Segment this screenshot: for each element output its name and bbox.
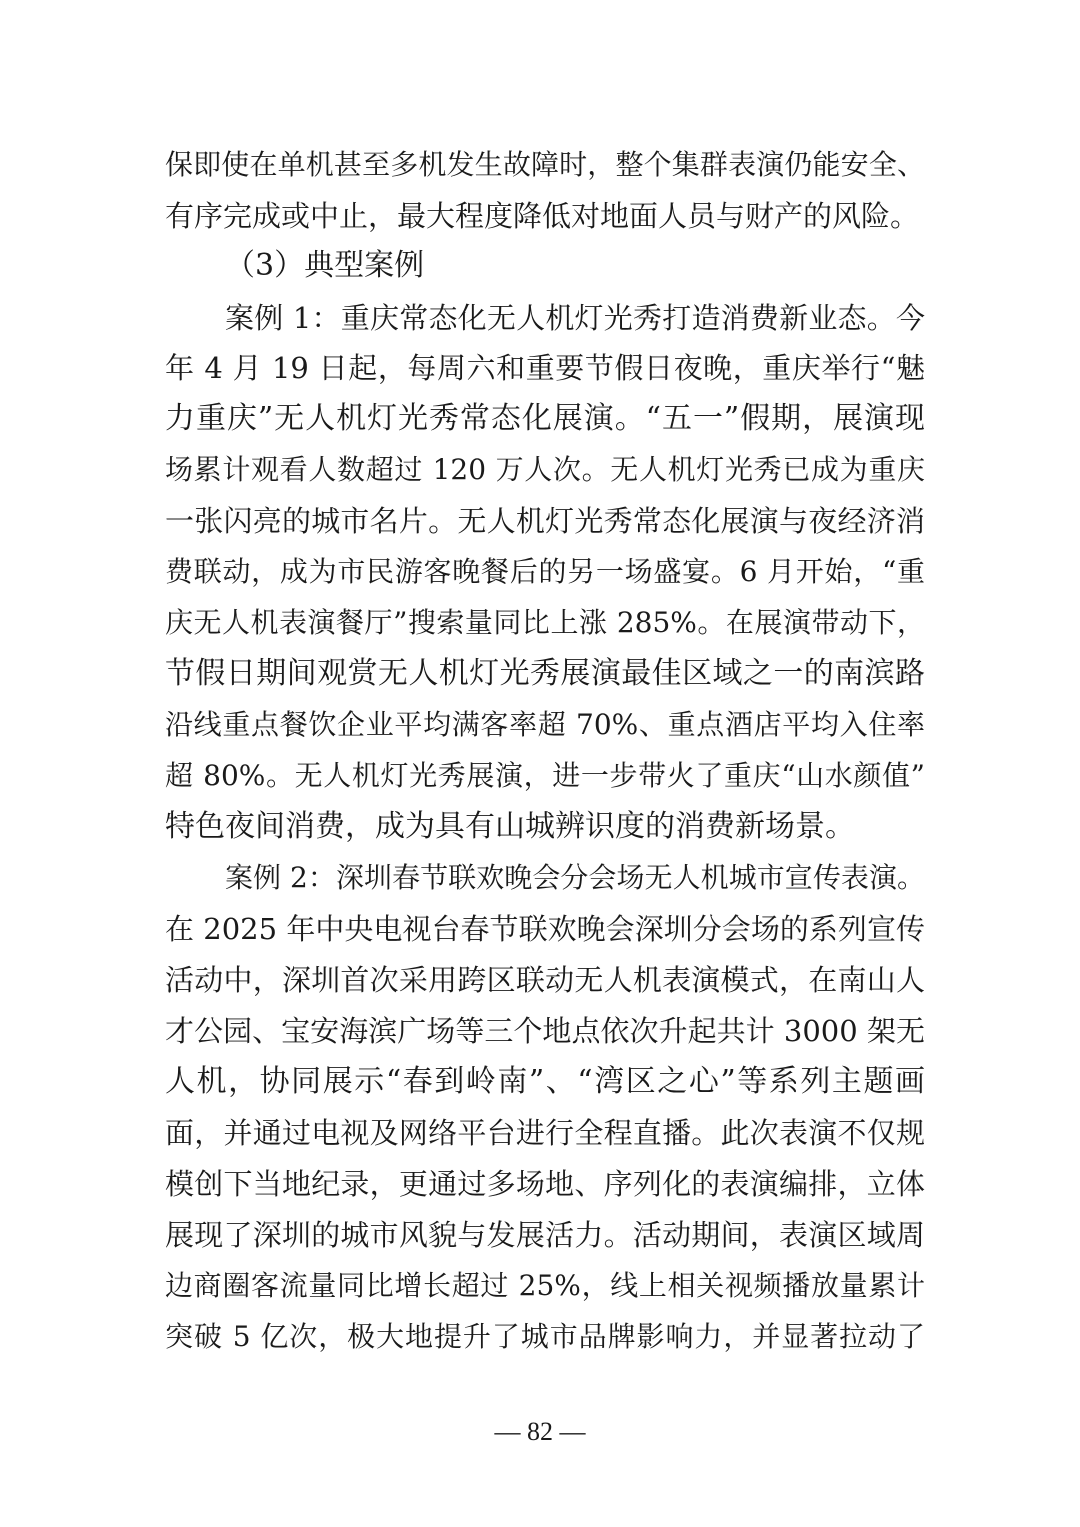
body-text-line: 才公园、宝安海滨广场等三个地点依次升起共计 3000 架无	[165, 1014, 925, 1048]
body-text-line: 面，并通过电视及网络平台进行全程直播。此次表演不仅规	[165, 1116, 925, 1150]
body-text-line: 有序完成或中止，最大程度降低对地面人员与财产的风险。	[165, 199, 920, 233]
body-text-line: 节假日期间观赏无人机灯光秀展演最佳区域之一的南滨路	[165, 656, 925, 691]
body-text-line: 费联动，成为市民游客晚餐后的另一场盛宴。6 月开始，“重	[165, 555, 925, 588]
body-text-line: 突破 5 亿次，极大地提升了城市品牌影响力，并显著拉动了	[165, 1320, 925, 1353]
body-text-line: 边商圈客流量同比增长超过 25%，线上相关视频播放量累计	[165, 1269, 925, 1302]
body-text-line: 年 4 月 19 日起，每周六和重要节假日夜晚，重庆举行“魅	[165, 351, 925, 385]
body-text-line: 活动中，深圳首次采用跨区联动无人机表演模式，在南山人	[165, 963, 925, 997]
body-text-line: 一张闪亮的城市名片。无人机灯光秀常态化展演与夜经济消	[165, 504, 925, 538]
body-text-line: 在 2025 年中央电视台春节联欢晚会深圳分会场的系列宣传	[165, 912, 925, 946]
case-2-intro-line: 案例 2：深圳春节联欢晚会分会场无人机城市宣传表演。	[225, 861, 925, 894]
body-text-line: 场累计观看人数超过 120 万人次。无人机灯光秀已成为重庆	[165, 453, 925, 486]
body-text-line: 模创下当地纪录，更通过多场地、序列化的表演编排，立体	[165, 1167, 925, 1201]
body-text-line: 保即使在单机甚至多机发生故障时，整个集群表演仍能安全、	[165, 148, 925, 181]
page-number: — 82 —	[494, 1417, 586, 1446]
body-text-line: 庆无人机表演餐厅”搜索量同比上涨 285%。在展演带动下，	[165, 606, 925, 639]
body-text-line: 力重庆”无人机灯光秀常态化展演。“五一”假期，展演现	[165, 401, 925, 436]
body-text-line: 超 80%。无人机灯光秀展演，进一步带火了重庆“山水颜值”	[165, 759, 925, 792]
body-text-line: 特色夜间消费，成为具有山城辨识度的消费新场景。	[165, 809, 855, 844]
body-text-line: 展现了深圳的城市风貌与发展活力。活动期间，表演区域周	[165, 1218, 925, 1252]
case-1-intro-line: 案例 1：重庆常态化无人机灯光秀打造消费新业态。今	[225, 301, 925, 335]
section-heading: （3）典型案例	[225, 248, 425, 283]
body-text-line: 人机，协同展示“春到岭南”、“湾区之心”等系列主题画	[165, 1064, 925, 1099]
body-text-line: 沿线重点餐饮企业平均满客率超 70%、重点酒店平均入住率	[165, 708, 925, 741]
